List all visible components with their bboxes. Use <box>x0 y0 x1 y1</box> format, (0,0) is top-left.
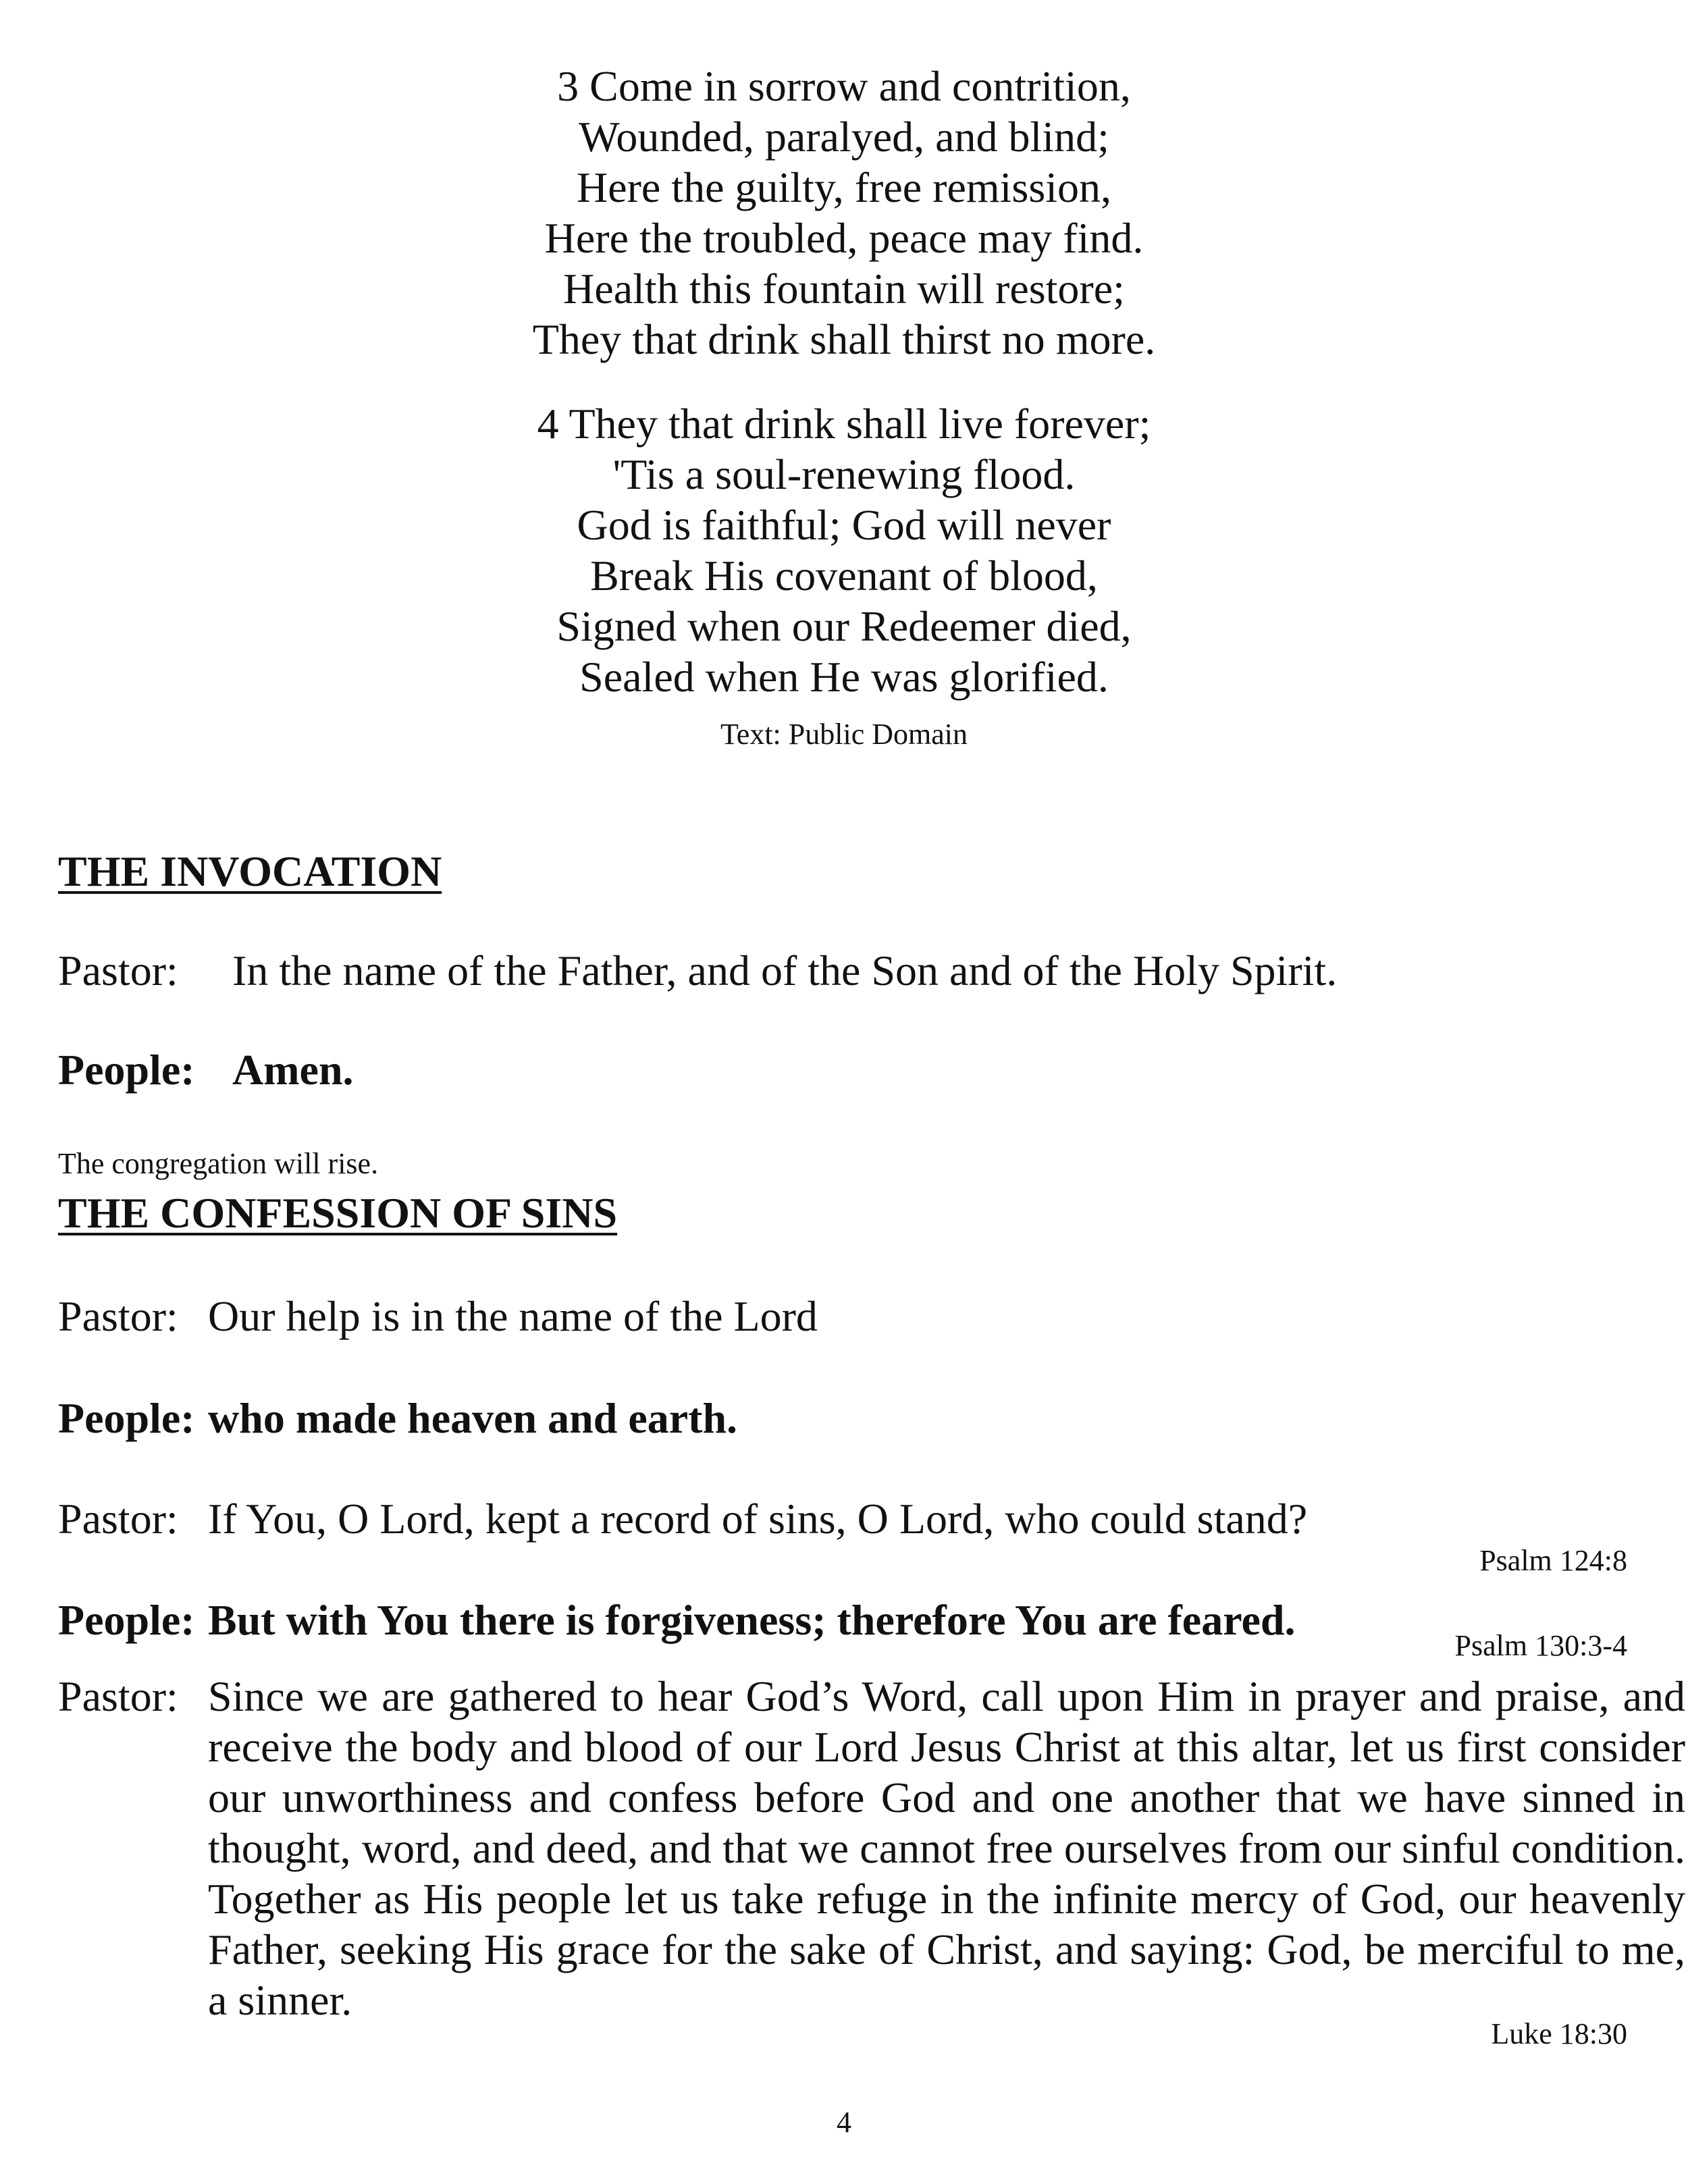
speaker-label-people: People: <box>58 1046 195 1094</box>
hymn-line: Here the troubled, peace may find. <box>544 214 1144 262</box>
hymn-line: 'Tis a soul-renewing flood. <box>612 450 1076 498</box>
speaker-label-pastor: Pastor: <box>58 1672 178 1720</box>
hymn-credit: Text: Public Domain <box>720 718 968 751</box>
speaker-label-pastor: Pastor: <box>58 947 178 994</box>
people-text: Amen. <box>232 1046 354 1094</box>
speaker-label-people: People: <box>58 1596 195 1644</box>
hymn-line: Break His covenant of blood, <box>590 552 1098 600</box>
hymn-line: 4 They that drink shall live forever; <box>537 400 1151 448</box>
people-text: who made heaven and earth. <box>208 1394 738 1442</box>
hymn-verse-4 <box>0 398 1688 702</box>
hymn-line: Health this fountain will restore; <box>563 265 1125 313</box>
hymn-line: Here the guilty, free remission, <box>576 163 1112 211</box>
page-number: 4 <box>837 2106 851 2139</box>
pastor-text: Our help is in the name of the Lord <box>208 1292 818 1340</box>
hymn-line: They that drink shall thirst no more. <box>532 315 1156 363</box>
speaker-label-people: People: <box>58 1394 195 1442</box>
pastor-exhortation: Since we are gathered to hear God’s Word, call upon Him in prayer and praise, and receive the body and blood of our Lord Jesus Christ at this altar, let us first consider our unworthiness and confess before God and one another that we have sinned in thought, word, and deed, and that we cannot free ourselves from our sinful condition. Together as His people let us take refuge in the infinite mercy of God, our heavenly Father, seeking His grace for the sake of Christ, and saying: God, be merciful to me, a sinner. <box>208 1672 1685 2024</box>
hymn-verse-3 <box>0 61 1688 365</box>
invocation-heading: THE INVOCATION <box>58 847 442 895</box>
scripture-reference: Luke 18:30 <box>1491 2017 1627 2050</box>
hymn-line: God is faithful; God will never <box>577 501 1111 549</box>
hymn-line: 3 Come in sorrow and contrition, <box>557 62 1131 110</box>
congregation-instruction: The congregation will rise. <box>58 1147 379 1180</box>
speaker-label-pastor: Pastor: <box>58 1495 178 1543</box>
hymn-line: Signed when our Redeemer died, <box>556 602 1132 650</box>
confession-heading: THE CONFESSION OF SINS <box>58 1189 618 1237</box>
scripture-reference: Psalm 124:8 <box>1479 1544 1627 1577</box>
pastor-text: In the name of the Father, and of the Son and of the Holy Spirit. <box>232 947 1338 994</box>
hymn-line: Wounded, paralyed, and blind; <box>579 113 1109 161</box>
speaker-label-pastor: Pastor: <box>58 1292 178 1340</box>
hymn-line: Sealed when He was glorified. <box>579 653 1109 701</box>
people-text: But with You there is forgiveness; therefore You are feared. <box>208 1596 1296 1644</box>
scripture-reference: Psalm 130:3-4 <box>1454 1629 1627 1662</box>
pastor-text: If You, O Lord, kept a record of sins, O Lord, who could stand? <box>208 1495 1308 1543</box>
